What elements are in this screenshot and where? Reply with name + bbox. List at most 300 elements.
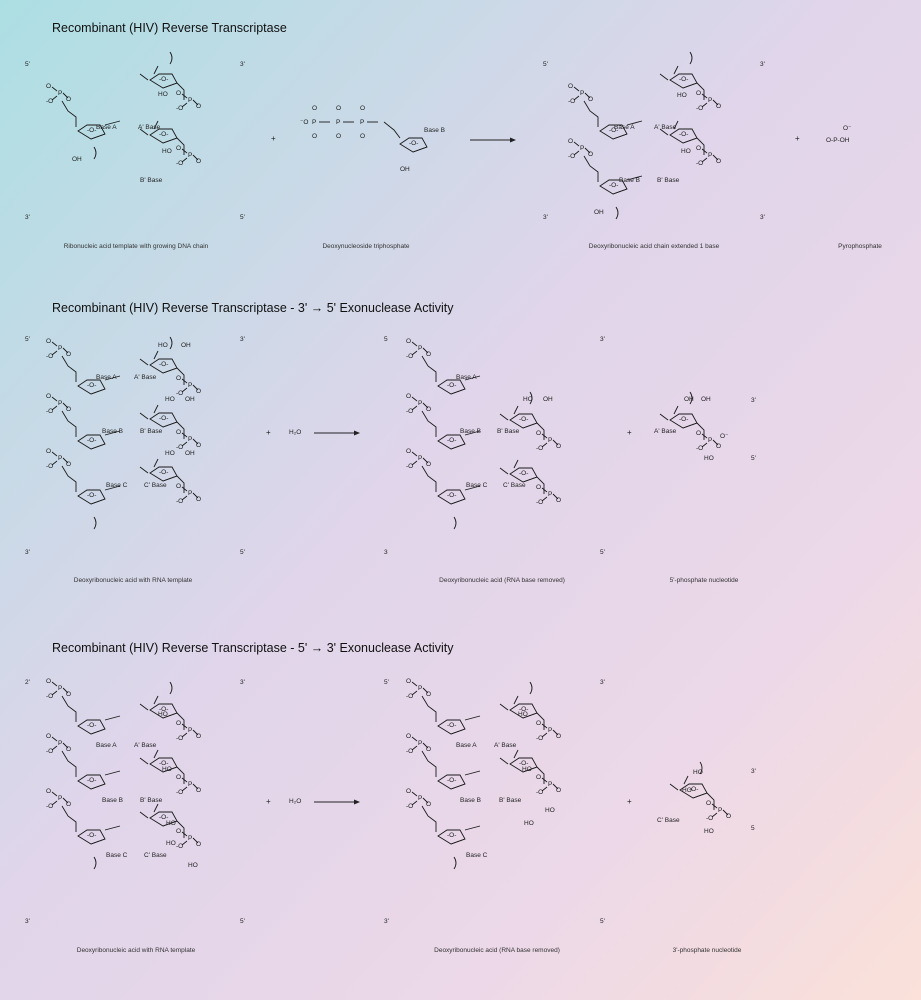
chem-label: OH	[701, 396, 711, 403]
chem-label: HO	[158, 91, 168, 98]
oxygen-atom: O	[176, 429, 182, 436]
strand-label: 3'	[600, 679, 605, 686]
ring-oxygen: -O-	[447, 777, 457, 784]
chem-label: HO	[681, 148, 691, 155]
oxygen-atom: O	[312, 133, 318, 140]
chem-label: HO	[162, 766, 172, 773]
oxygen-atom: O	[66, 96, 72, 103]
caption: 3'-phosphate nucleotide	[672, 947, 742, 954]
base-label: A' Base	[138, 124, 161, 131]
ring-oxygen: -O-	[519, 470, 529, 477]
base-label: A' Base	[134, 742, 157, 749]
sugar-ring-bold	[613, 189, 627, 194]
base-bond	[500, 704, 508, 710]
chem-label: HO	[518, 711, 528, 718]
strand-label: 5'	[240, 214, 245, 221]
phosphorus-atom: P	[188, 727, 193, 734]
oxygen-atom: O	[556, 733, 562, 740]
oxygen-atom: O	[406, 678, 412, 685]
ring-oxygen: -O-	[519, 416, 529, 423]
oxygen-atom: -O	[46, 803, 54, 810]
sugar-ring-bold	[683, 423, 697, 428]
base-bond	[140, 812, 148, 818]
phosphorus-atom: P	[336, 119, 341, 126]
oxygen-atom: -O	[176, 498, 184, 505]
plus-sign: +	[266, 797, 271, 806]
sugar-ring-bold	[91, 389, 105, 394]
phosphorus-atom: P	[188, 152, 193, 159]
oxygen-atom: O	[406, 788, 412, 795]
chem-label: HO	[158, 342, 168, 349]
base-label: C' Base	[503, 482, 526, 489]
oxygen-atom: O	[196, 388, 202, 395]
backbone-bond	[384, 122, 400, 138]
rna-template-strand	[500, 690, 580, 830]
base-label: C' Base	[144, 852, 167, 859]
base-bond	[140, 359, 148, 365]
sugar-ring-bold	[163, 476, 177, 481]
oxygen-atom: O	[336, 133, 342, 140]
plus-sign: +	[627, 428, 632, 437]
oxygen-atom: O	[312, 105, 318, 112]
phosphorus-atom: P	[58, 345, 63, 352]
chem-label: O⁻	[843, 125, 852, 132]
oxygen-atom: -O	[706, 815, 714, 822]
strand-label: 5'	[543, 61, 548, 68]
base-label: Base C	[466, 482, 488, 489]
strand-label: 3'	[760, 61, 765, 68]
backbone-bond	[422, 751, 436, 777]
oxygen-atom: O	[46, 448, 52, 455]
ring-oxygen: -O-	[159, 706, 169, 713]
base-bond	[140, 758, 148, 764]
oxygen-atom: O	[176, 483, 182, 490]
rna-template-strand	[140, 60, 220, 220]
sugar-ring-bold	[163, 138, 177, 143]
hydroxyl-bond	[674, 406, 678, 414]
ring-oxygen: -O-	[679, 416, 689, 423]
oxygen-atom: O	[176, 90, 182, 97]
phosphorus-atom: P	[418, 400, 423, 407]
oxygen-atom: O	[426, 691, 432, 698]
oxygen-atom: -O	[696, 445, 704, 452]
chain-break	[94, 147, 96, 159]
ring-oxygen: -O-	[159, 131, 169, 138]
oxygen-atom: -O	[46, 353, 54, 360]
oxygen-atom: -O	[536, 499, 544, 506]
oxygen-atom: -O	[176, 843, 184, 850]
oxygen-atom: -O	[176, 160, 184, 167]
strand-label: 5	[751, 825, 755, 832]
oxygen-atom: O	[176, 375, 182, 382]
plus-sign: +	[266, 428, 271, 437]
caption: Pyrophosphate	[838, 243, 882, 250]
phosphorus-atom: P	[360, 119, 365, 126]
oxygen-atom: -O	[406, 693, 414, 700]
hydroxyl-bond	[514, 460, 518, 468]
oxygen-atom: -O	[568, 153, 576, 160]
phosphorus-atom: P	[718, 807, 723, 814]
oxygen-atom: -O	[406, 353, 414, 360]
chem-label: O-P-OH	[826, 137, 850, 144]
strand-label: 5'	[751, 455, 756, 462]
sugar-ring-bold	[451, 499, 465, 504]
oxygen-atom: O	[426, 801, 432, 808]
ring-oxygen: -O-	[519, 706, 529, 713]
base-label: C' Base	[657, 817, 680, 824]
base-bond	[500, 414, 508, 420]
chem-label: OH	[684, 396, 694, 403]
ring-oxygen: -O-	[159, 361, 169, 368]
phosphorus-atom: P	[580, 90, 585, 97]
base-label: B' Base	[140, 177, 163, 184]
chem-label: HO	[524, 820, 534, 827]
chem-label: O⁻	[720, 433, 729, 440]
phosphorus-atom: P	[188, 490, 193, 497]
ring-oxygen: -O-	[87, 127, 97, 134]
phosphorus-atom: P	[312, 119, 317, 126]
sugar-ring-bold	[91, 839, 105, 844]
chem-label: HO	[682, 787, 692, 794]
caption: Deoxyribonucleic acid chain extended 1 base	[588, 243, 720, 250]
chem-label: HO	[166, 840, 176, 847]
oxygen-atom: O	[588, 151, 594, 158]
phosphorus-atom: P	[418, 455, 423, 462]
base-label: Base B	[460, 428, 481, 435]
oxygen-atom: O	[706, 800, 712, 807]
chem-label: HO	[165, 396, 175, 403]
panel2-title: Recombinant (HIV) Reverse Transcriptase - 3' → 5' Exonuclease Activity	[52, 301, 454, 315]
backbone-bond	[422, 696, 436, 722]
base-label: Base B	[460, 797, 481, 804]
base-label: Base B	[102, 428, 123, 435]
oxygen-atom: -O	[696, 160, 704, 167]
oxygen-atom: O	[176, 828, 182, 835]
strand-label: 5'	[384, 679, 389, 686]
base-bond	[140, 467, 148, 473]
oxygen-atom: O	[46, 678, 52, 685]
oxygen-atom: O	[46, 788, 52, 795]
sugar-ring-bold	[91, 729, 105, 734]
oxygen-atom: O	[588, 96, 594, 103]
chem-label: OH	[594, 209, 604, 216]
hydroxyl-bond	[154, 804, 158, 812]
chain-break	[94, 517, 96, 529]
ring-oxygen: -O-	[609, 182, 619, 189]
base-label: A' Base	[134, 374, 157, 381]
oxygen-atom: O	[66, 461, 72, 468]
base-label: C' Base	[144, 482, 167, 489]
oxygen-atom: -O	[568, 98, 576, 105]
oxygen-atom: O	[336, 105, 342, 112]
ring-oxygen: -O-	[519, 760, 529, 767]
ring-oxygen: -O-	[689, 786, 699, 793]
base-bond	[660, 414, 668, 420]
caption: 5'-phosphate nucleotide	[669, 577, 739, 584]
water-label: H₂O	[289, 798, 302, 805]
oxygen-atom: O	[568, 138, 574, 145]
oxygen-atom: -O	[406, 803, 414, 810]
dna-strand	[398, 340, 468, 555]
hydroxyl-bond	[154, 405, 158, 413]
oxygen-atom: O	[716, 158, 722, 165]
oxygen-atom: -O	[176, 789, 184, 796]
hydroxyl-bond	[514, 750, 518, 758]
oxygen-atom: O	[426, 461, 432, 468]
base-label: Base C	[466, 852, 488, 859]
sugar-ring-bold	[451, 444, 465, 449]
sugar-ring-bold	[91, 444, 105, 449]
strand-label: 3'	[25, 214, 30, 221]
oxygen-atom: O	[716, 103, 722, 110]
ring-oxygen: -O-	[159, 76, 169, 83]
strand-label: 3'	[240, 61, 245, 68]
chain-break	[94, 857, 96, 869]
chem-label: OH	[181, 342, 191, 349]
phosphorus-atom: P	[188, 781, 193, 788]
ring-oxygen: -O-	[87, 777, 97, 784]
oxygen-atom: ⁻O	[300, 119, 309, 126]
ring-oxygen: -O-	[609, 127, 619, 134]
chem-label: HO	[165, 450, 175, 457]
phosphorus-atom: P	[188, 436, 193, 443]
oxygen-atom: O	[406, 393, 412, 400]
ring-oxygen: -O-	[159, 814, 169, 821]
dna-strand	[398, 680, 468, 920]
ring-oxygen: -O-	[159, 760, 169, 767]
oxygen-atom: O	[360, 105, 366, 112]
phosphorus-atom: P	[58, 90, 63, 97]
chem-label: OH	[185, 450, 195, 457]
oxygen-atom: O	[406, 338, 412, 345]
ring-oxygen: -O-	[87, 832, 97, 839]
oxygen-atom: -O	[536, 789, 544, 796]
sugar-ring-bold	[91, 784, 105, 789]
ring-oxygen: -O-	[447, 492, 457, 499]
strand-label: 5'	[600, 918, 605, 925]
hydroxyl-bond	[154, 459, 158, 467]
oxygen-atom: -O	[176, 735, 184, 742]
oxygen-atom: O	[536, 774, 542, 781]
ring-oxygen: -O-	[679, 131, 689, 138]
rna-template-strand	[660, 60, 740, 220]
backbone-bond	[422, 356, 436, 382]
dna-strand	[38, 680, 108, 920]
ring-oxygen: -O-	[87, 492, 97, 499]
oxygen-atom: -O	[536, 735, 544, 742]
chem-label: HO	[158, 711, 168, 718]
base-label: A' Base	[494, 742, 517, 749]
chain-break	[454, 857, 456, 869]
oxygen-atom: O	[46, 733, 52, 740]
oxygen-atom: O	[556, 787, 562, 794]
chem-label: HO	[693, 769, 703, 776]
oxygen-atom: O	[536, 484, 542, 491]
base-label: Base A	[96, 742, 117, 749]
oxygen-atom: O	[406, 733, 412, 740]
sugar-ring-bold	[693, 793, 707, 798]
reaction-arrow	[470, 136, 516, 144]
base-label: Base C	[106, 482, 128, 489]
hydroxyl-bond	[684, 776, 688, 784]
base-label: A' Base	[654, 428, 677, 435]
ring-oxygen: -O-	[409, 140, 419, 147]
oxygen-atom: O	[196, 158, 202, 165]
oxygen-atom: O	[66, 406, 72, 413]
chem-label: HO	[162, 148, 172, 155]
phosphorus-atom: P	[548, 491, 553, 498]
base-label: B' Base	[140, 428, 163, 435]
phosphorus-atom: P	[188, 97, 193, 104]
chem-label: HO	[677, 92, 687, 99]
base-label: Base A	[96, 374, 117, 381]
chem-label: OH	[72, 156, 82, 163]
phosphorus-atom: P	[418, 795, 423, 802]
oxygen-atom: O	[66, 351, 72, 358]
oxygen-atom: O	[196, 496, 202, 503]
sugar-ring-bold	[451, 839, 465, 844]
backbone-bond	[584, 156, 598, 182]
base-label: Base A	[96, 124, 117, 131]
base-label: Base B	[102, 797, 123, 804]
base-label: B' Base	[499, 797, 522, 804]
base-bond	[140, 74, 148, 80]
water-label: H₂O	[289, 429, 302, 436]
backbone-bond	[422, 466, 436, 492]
chain-break	[454, 517, 456, 529]
sugar-ring-bold	[91, 499, 105, 504]
phosphorus-atom: P	[708, 97, 713, 104]
oxygen-atom: -O	[46, 693, 54, 700]
ring-oxygen: -O-	[87, 437, 97, 444]
chem-label: OH	[400, 166, 410, 173]
sugar-ring-bold	[451, 729, 465, 734]
oxygen-atom: O	[406, 448, 412, 455]
phosphorus-atom: P	[418, 685, 423, 692]
phosphorus-atom: P	[58, 795, 63, 802]
sugar-ring-bold	[91, 134, 105, 139]
phosphorus-atom: P	[58, 740, 63, 747]
strand-label: 5'	[240, 918, 245, 925]
base-bond	[140, 413, 148, 419]
strand-label: 3	[384, 549, 388, 556]
oxygen-atom: -O	[176, 390, 184, 397]
backbone-bond	[62, 696, 76, 722]
oxygen-atom: O	[696, 90, 702, 97]
strand-label: 3'	[384, 918, 389, 925]
strand-label: 5'	[600, 549, 605, 556]
caption: Deoxyribonucleic acid (RNA base removed)	[434, 947, 560, 954]
ring-oxygen: -O-	[679, 76, 689, 83]
sugar-ring-bold	[451, 389, 465, 394]
phosphorus-atom: P	[188, 835, 193, 842]
oxygen-atom: O	[46, 83, 52, 90]
ring-oxygen: -O-	[447, 382, 457, 389]
dna-extended-chain	[560, 85, 630, 215]
hydroxyl-bond	[154, 351, 158, 359]
oxygen-atom: O	[196, 442, 202, 449]
ring-oxygen: -O-	[447, 832, 457, 839]
strand-label: 3'	[751, 397, 756, 404]
base-label: Base C	[106, 852, 128, 859]
plus-sign: +	[795, 134, 800, 143]
oxygen-atom: O	[716, 443, 722, 450]
oxygen-atom: O	[426, 746, 432, 753]
chem-label: HO	[166, 820, 176, 827]
phosphorus-atom: P	[708, 437, 713, 444]
reaction-arrow	[314, 429, 360, 437]
phosphorus-atom: P	[548, 727, 553, 734]
strand-label: 3'	[25, 549, 30, 556]
rna-template-strand	[500, 400, 580, 530]
sugar-ring-bold	[613, 134, 627, 139]
oxygen-atom: O	[196, 733, 202, 740]
oxygen-atom: -O	[406, 408, 414, 415]
caption: Ribonucleic acid template with growing DNA chain	[63, 243, 209, 250]
phosphorus-atom: P	[58, 685, 63, 692]
phosphorus-atom: P	[548, 437, 553, 444]
chem-label: HO	[188, 862, 198, 869]
sugar-ring-bold	[163, 422, 177, 427]
backbone-bond	[422, 411, 436, 437]
chem-label: HO	[545, 807, 555, 814]
phosphorus-atom: P	[580, 145, 585, 152]
oxygen-atom: O	[536, 430, 542, 437]
oxygen-atom: O	[66, 801, 72, 808]
caption: Deoxyribonucleic acid (RNA base removed)	[439, 577, 565, 584]
ring-oxygen: -O-	[447, 722, 457, 729]
oxygen-atom: -O	[46, 98, 54, 105]
chem-label: HO	[522, 766, 532, 773]
strand-label: 3'	[240, 336, 245, 343]
oxygen-atom: O	[360, 133, 366, 140]
oxygen-atom: O	[196, 841, 202, 848]
caption: Deoxynucleoside triphosphate	[322, 243, 410, 250]
dna-strand	[38, 340, 108, 555]
oxygen-atom: -O	[46, 748, 54, 755]
ring-oxygen: -O-	[159, 469, 169, 476]
hydroxyl-bond	[154, 696, 158, 704]
backbone-bond	[584, 101, 598, 127]
sugar-ring-bold	[163, 83, 177, 88]
ring-oxygen: -O-	[87, 722, 97, 729]
oxygen-atom: -O	[536, 445, 544, 452]
sugar-ring-bold	[683, 83, 697, 88]
base-bond	[660, 74, 668, 80]
oxygen-atom: O	[536, 720, 542, 727]
strand-label: 5'	[25, 61, 30, 68]
chem-label: OH	[543, 396, 553, 403]
sugar-ring-bold	[451, 784, 465, 789]
strand-label: 3'	[600, 336, 605, 343]
base-label: Base A	[456, 742, 477, 749]
oxygen-atom: O	[176, 774, 182, 781]
strand-label: 5'	[25, 336, 30, 343]
base-bond	[140, 704, 148, 710]
chem-label: HO	[704, 828, 714, 835]
backbone-bond	[422, 806, 436, 832]
strand-label: 5'	[240, 549, 245, 556]
sugar-ring-bold	[523, 423, 537, 428]
oxygen-atom: -O	[406, 463, 414, 470]
oxygen-atom: O	[176, 720, 182, 727]
hydroxyl-bond	[514, 406, 518, 414]
strand-label: 3'	[760, 214, 765, 221]
backbone-bond	[62, 356, 76, 382]
panel1-title: Recombinant (HIV) Reverse Transcriptase	[52, 21, 287, 35]
oxygen-atom: O	[196, 103, 202, 110]
oxygen-atom: O	[426, 406, 432, 413]
